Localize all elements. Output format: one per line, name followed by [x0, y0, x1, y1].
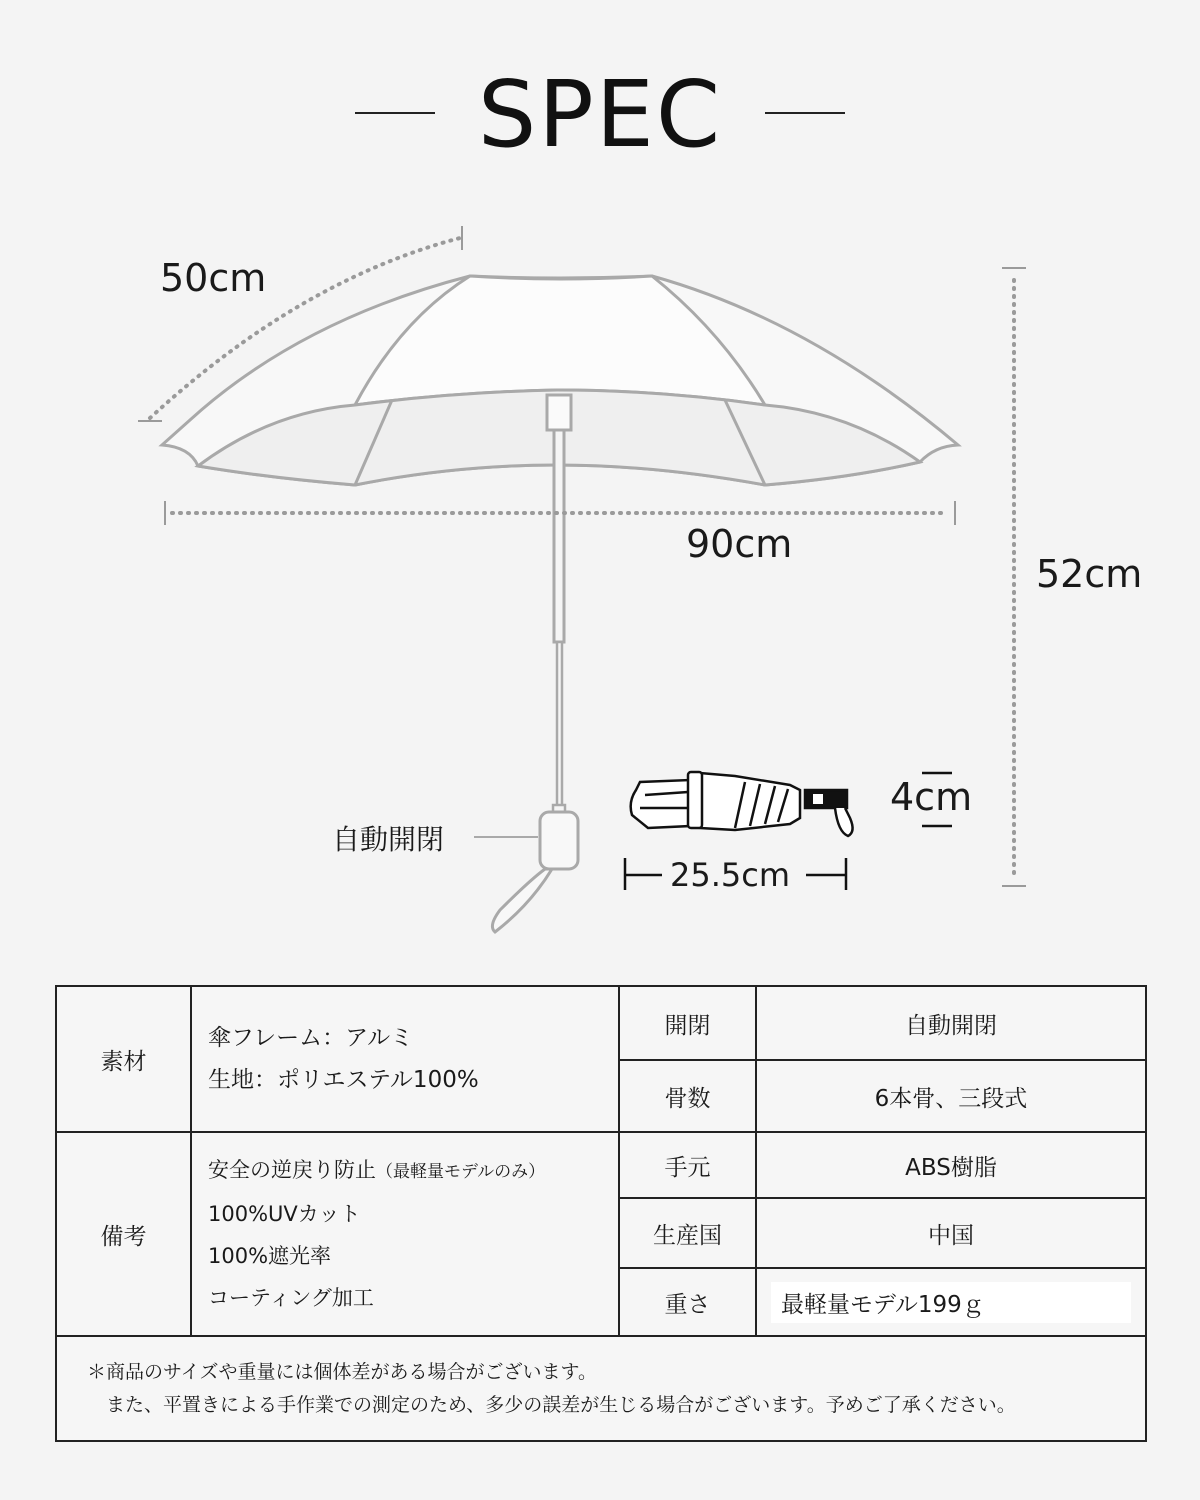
remarks-line-sub: （最軽量モデルのみ）	[376, 1162, 546, 1182]
remarks-line: 100%UVカット	[208, 1202, 361, 1226]
handle-label: 自動開閉	[332, 823, 445, 856]
folded-length-label: 25.5cm	[670, 856, 791, 894]
height-label: 52cm	[1036, 552, 1143, 596]
width-label: 90cm	[686, 522, 793, 566]
umbrella-shaft-upper	[554, 430, 564, 642]
open-close-value: 自動開閉	[756, 986, 1146, 1060]
weight-value: 最軽量モデル199ｇ	[771, 1282, 1131, 1323]
folded-diameter-label: 4cm	[890, 775, 973, 819]
material-value	[191, 986, 619, 1132]
remarks-line	[208, 1149, 618, 1193]
remarks-line: コーティング加工	[208, 1286, 374, 1310]
remarks-line: 100%遮光率	[208, 1244, 332, 1268]
page-title: SPEC	[477, 61, 723, 168]
remarks-label: 備考	[56, 1132, 191, 1336]
note-line: ＊商品のサイズや重量には個体差がある場合がございます。	[87, 1360, 597, 1383]
umbrella-shaft-lower	[557, 642, 562, 807]
remarks-value	[191, 1132, 619, 1336]
material-line: 生地：ポリエステル100%	[208, 1067, 479, 1093]
umbrella-handle	[540, 812, 578, 869]
umbrella-runner	[547, 395, 571, 430]
ribs-value: 6本骨、三段式	[756, 1060, 1146, 1132]
remarks-line-main: 安全の逆戻り防止	[208, 1158, 376, 1182]
handle-material-value: ABS樹脂	[756, 1132, 1146, 1198]
handle-material-label: 手元	[619, 1132, 756, 1198]
note-line: また、平置きによる手作業での測定のため、多少の誤差が生じる場合がございます。予めご了承ください。	[87, 1393, 1016, 1416]
ribs-label: 骨数	[619, 1060, 756, 1132]
material-label: 素材	[56, 986, 191, 1132]
weight-cell	[756, 1268, 1146, 1336]
material-line: 傘フレーム：アルミ	[208, 1025, 414, 1051]
spec-table	[55, 985, 1147, 1442]
arc-length-label: 50cm	[160, 256, 267, 300]
folded-umbrella	[631, 772, 853, 836]
disclaimer-note	[56, 1336, 1146, 1441]
origin-label: 生産国	[619, 1198, 756, 1268]
umbrella-strap	[492, 869, 552, 932]
open-close-label: 開閉	[619, 986, 756, 1060]
weight-label: 重さ	[619, 1268, 756, 1336]
origin-value: 中国	[756, 1198, 1146, 1268]
